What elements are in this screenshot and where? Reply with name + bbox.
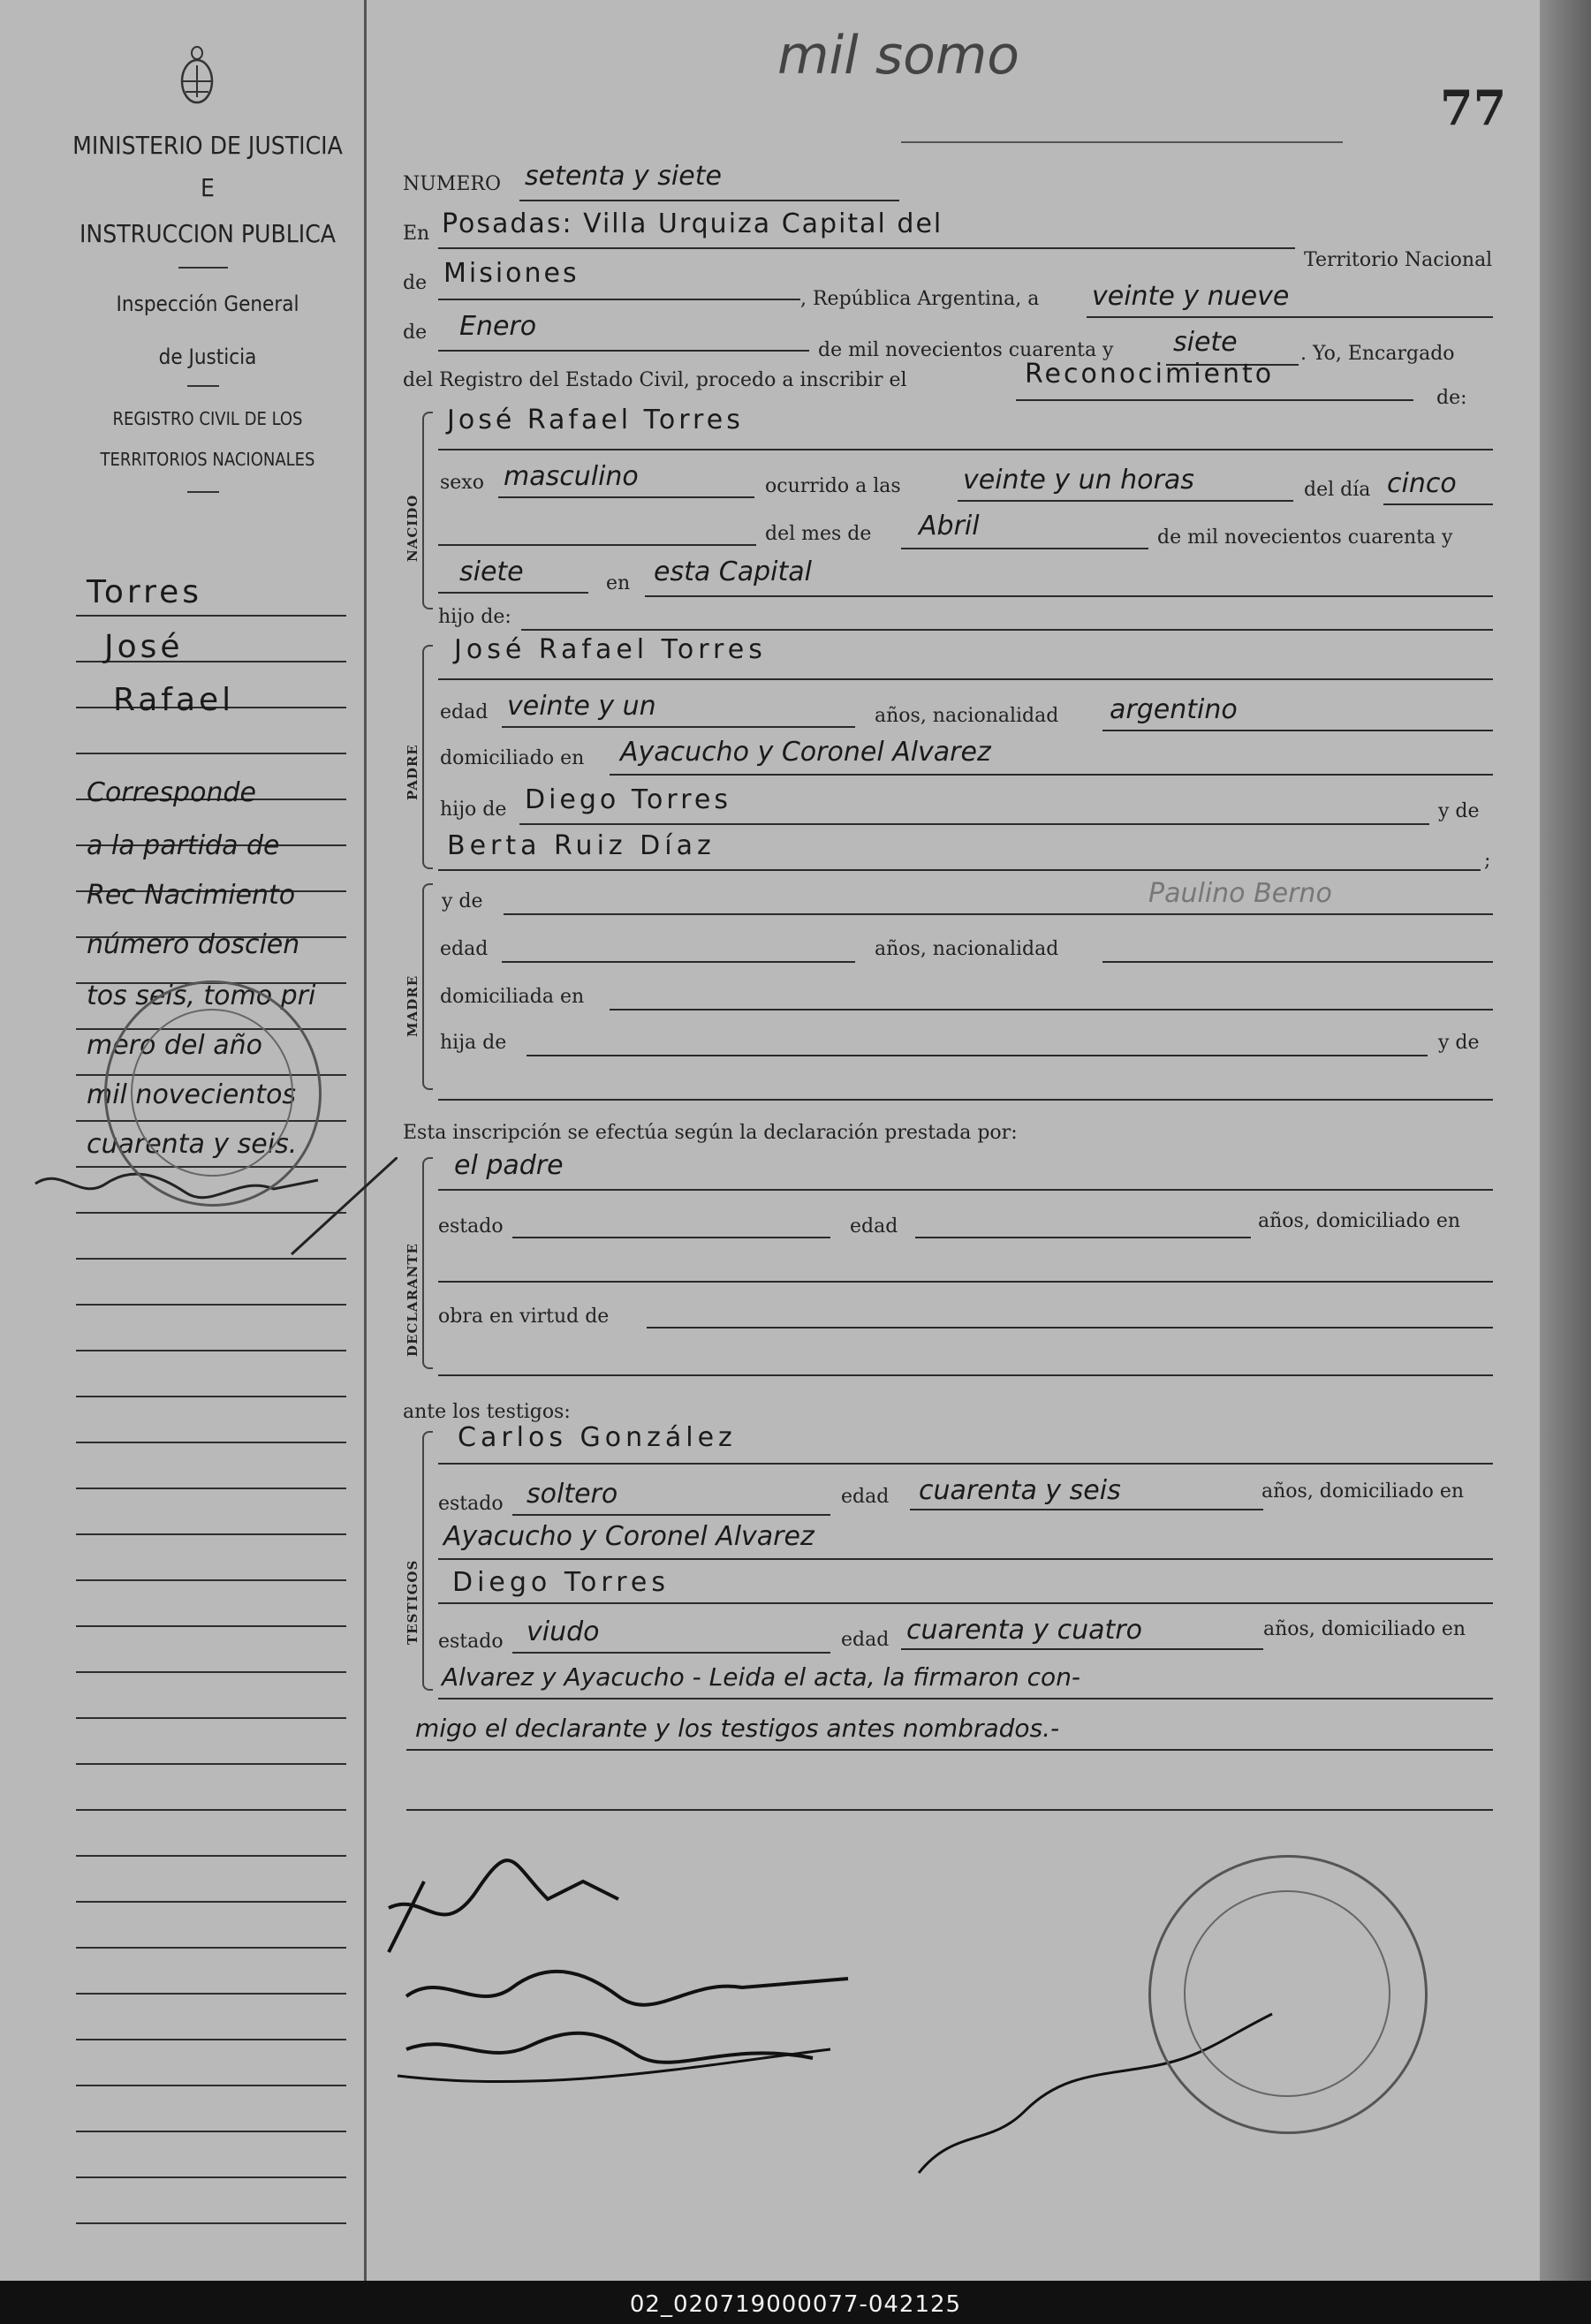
anio-label: de mil novecientos cuarenta y [1157, 526, 1453, 549]
madre-y-de-label: y de [442, 890, 483, 912]
testigo2-domicilio: Alvarez y Ayacucho - Leida el acta, la firmaron con- [442, 1662, 1081, 1692]
testigo2-edad-label: edad [841, 1629, 890, 1651]
madre-y-de-2-label: y de [1438, 1032, 1480, 1054]
testigo1-estado: soltero [527, 1479, 618, 1510]
top-rule [901, 141, 1343, 143]
form-line [610, 1009, 1493, 1011]
form-line [438, 1602, 1493, 1604]
place-value: Posadas: Villa Urquiza Capital del [442, 208, 943, 239]
margin-ruled-line [76, 2085, 346, 2086]
registry-label: del Registro del Estado Civil, procedo a inscribir el [403, 369, 907, 391]
padre-nacionalidad-value: argentino [1110, 694, 1238, 725]
territory-label: Territorio Nacional [1304, 249, 1493, 271]
en-label: En [403, 223, 430, 245]
declarante-brace [422, 1157, 433, 1369]
territory-value: Misiones [443, 258, 580, 289]
hora-value: veinte y un horas [963, 465, 1194, 496]
form-line [406, 1749, 1493, 1751]
form-line [512, 1652, 830, 1654]
witness-signatures [371, 1837, 919, 2120]
form-line [438, 544, 756, 546]
lugar-value: esta Capital [654, 556, 812, 587]
testigo2-dom-label: años, domiciliado en [1263, 1618, 1466, 1640]
testigo2-edad: cuarenta y cuatro [906, 1615, 1143, 1646]
madre-faint-note: Paulino Berno [1148, 878, 1332, 909]
margin-ruled-line [76, 1396, 346, 1397]
margin-ruled-line [76, 1855, 346, 1857]
padre-name: José Rafael Torres [454, 634, 767, 665]
de-colon-label: de: [1436, 387, 1467, 409]
padre-section-label: PADRE [405, 744, 420, 800]
testigo2-estado: viudo [527, 1616, 600, 1647]
declarante-obra-label: obra en virtud de [438, 1306, 610, 1328]
act-type: Reconocimiento [1025, 359, 1275, 390]
mes-label: del mes de [765, 523, 872, 545]
de-label-2: de [403, 322, 428, 344]
margin-ruled-line [76, 1763, 346, 1765]
margin-ruled-line [76, 1442, 346, 1443]
padre-domicilio-label: domiciliado en [440, 747, 585, 769]
margin-ruled-line [76, 1809, 346, 1811]
margin-seal-inner [131, 1009, 293, 1177]
form-line [645, 595, 1493, 597]
form-line [438, 592, 588, 594]
madre-brace [422, 883, 433, 1090]
form-line [498, 496, 754, 498]
nacido-section-label: NACIDO [405, 494, 420, 562]
closing-text: migo el declarante y los testigos antes nombrados.- [415, 1714, 1060, 1743]
form-line [958, 500, 1293, 502]
margin-ruled-line [76, 2039, 346, 2040]
day-value: veinte y nueve [1092, 281, 1290, 312]
padre-brace [422, 645, 433, 869]
form-line [438, 1189, 1493, 1191]
padre-y-de-label: y de [1438, 800, 1480, 822]
inspection-title: Inspección General [116, 291, 299, 316]
registry-subtitle: TERRITORIOS NACIONALES [100, 449, 315, 470]
form-line [438, 1698, 1493, 1699]
testigo1-name: Carlos González [458, 1422, 737, 1453]
ocurrido-label: ocurrido a las [765, 475, 901, 497]
form-line [504, 913, 1493, 915]
form-line [502, 961, 855, 963]
margin-ruled-line [76, 1304, 346, 1306]
dia-label: del día [1304, 479, 1371, 501]
form-line [910, 1509, 1263, 1510]
republic-label: , República Argentina, a [800, 288, 1040, 310]
form-line [406, 1809, 1493, 1811]
testigo1-dom-label: años, domiciliado en [1261, 1480, 1465, 1503]
testigo2-name: Diego Torres [452, 1567, 670, 1598]
year-value: siete [1173, 327, 1238, 358]
form-line [1087, 316, 1493, 318]
testigo1-edad-label: edad [841, 1486, 890, 1508]
margin-ruled-line [76, 1901, 346, 1903]
margin-ruled-line [76, 1993, 346, 1995]
form-line [901, 548, 1148, 549]
form-line [438, 449, 1493, 450]
month-value: Enero [459, 311, 537, 342]
testigo1-edad: cuarenta y seis [919, 1475, 1121, 1506]
form-line [438, 247, 1295, 249]
declarante-section-label: DECLARANTE [405, 1243, 420, 1357]
declarante-name: el padre [454, 1150, 564, 1181]
margin-ruled-line [76, 1671, 346, 1673]
coat-of-arms-icon [177, 44, 217, 111]
margin-ruled-line [76, 1947, 346, 1949]
de-label: de [403, 272, 428, 294]
form-line [438, 1374, 1493, 1376]
numero-label: NUMERO [403, 173, 501, 195]
form-line [438, 1281, 1493, 1283]
form-line [610, 774, 1493, 776]
madre-nacionalidad-label: años, nacionalidad [875, 938, 1059, 960]
dia-value: cinco [1387, 468, 1457, 499]
page-edge [1540, 0, 1591, 2281]
padre-edad-label: edad [440, 701, 489, 723]
form-line [1102, 961, 1493, 963]
madre-hija-label: hija de [440, 1032, 507, 1054]
sexo-value: masculino [504, 461, 639, 492]
ministry-conjunction: E [201, 173, 215, 202]
madre-section-label: MADRE [405, 974, 420, 1037]
margin-ruled-line [76, 1533, 346, 1535]
padre-semicolon: ; [1484, 850, 1491, 872]
testigo1-estado-label: estado [438, 1493, 504, 1515]
margin-note-line: a la partida de [87, 830, 280, 861]
form-line [512, 1237, 830, 1238]
ministry-subtitle: INSTRUCCION PUBLICA [79, 219, 337, 248]
testigos-brace [422, 1431, 433, 1691]
madre-edad-label: edad [440, 938, 489, 960]
form-line [647, 1327, 1493, 1329]
nacido-name: José Rafael Torres [447, 405, 744, 435]
form-line [915, 1237, 1251, 1238]
top-annotation: mil somo [777, 25, 1019, 87]
registry-title: REGISTRO CIVIL DE LOS [112, 408, 303, 429]
registry-seal-inner [1184, 1890, 1390, 2097]
officer-label: . Yo, Encargado [1300, 343, 1455, 365]
testigo2-estado-label: estado [438, 1631, 504, 1653]
padre-madre-value: Berta Ruiz Díaz [447, 830, 716, 861]
margin-note-line: tos seis, tomo pri [87, 980, 316, 1011]
margin-note-line: Rec Nacimiento [87, 880, 296, 911]
margin-ruled-line [76, 1625, 346, 1627]
form-line [1102, 730, 1493, 731]
margin-ruled-line [76, 2131, 346, 2132]
margin-ruled-line [76, 2176, 346, 2178]
padre-hijo-value: Diego Torres [525, 784, 731, 815]
madre-domicilio-label: domiciliada en [440, 986, 585, 1008]
form-line [527, 1055, 1428, 1056]
header-divider [187, 491, 219, 493]
sexo-label: sexo [440, 472, 484, 494]
testigos-section-label: TESTIGOS [405, 1559, 420, 1645]
en-label-2: en [606, 572, 631, 594]
margin-ruled-line [76, 1579, 346, 1581]
page-number: 77 [1440, 79, 1507, 136]
margin-first-name: José [104, 629, 184, 665]
form-line [519, 200, 899, 201]
testigos-intro: ante los testigos: [403, 1401, 571, 1423]
form-line [512, 1514, 830, 1516]
margin-note-line: mero del año [87, 1030, 263, 1061]
declarante-intro: Esta inscripción se efectúa según la declaración prestada por: [403, 1122, 1018, 1144]
margin-note-line: número doscien [87, 929, 300, 960]
padre-domicilio-value: Ayacucho y Coronel Alvarez [620, 737, 991, 768]
margin-note-line: mil novecientos [87, 1079, 297, 1110]
inspection-subtitle: de Justicia [158, 344, 257, 369]
header-divider [187, 385, 219, 387]
form-line [901, 1648, 1263, 1650]
margin-note-line: Corresponde [87, 777, 256, 808]
nacido-brace [422, 412, 433, 609]
declarante-edad-label: edad [850, 1215, 898, 1238]
margin-middle-name: Rafael [113, 682, 235, 718]
padre-nacionalidad-label: años, nacionalidad [875, 705, 1059, 727]
form-line [1016, 399, 1413, 401]
margin-ruled-line [76, 753, 346, 754]
margin-note-line: cuarenta y seis. [87, 1129, 298, 1160]
year-label: de mil novecientos cuarenta y [818, 339, 1114, 361]
document-id: 02_020719000077-042125 [629, 2291, 962, 2318]
form-line [438, 1558, 1493, 1560]
margin-divider [364, 0, 367, 2281]
margin-ruled-line [76, 1350, 346, 1351]
margin-ruled-line [76, 2222, 346, 2224]
form-line [438, 1463, 1493, 1465]
form-line [519, 823, 1429, 825]
margin-surname: Torres [87, 574, 202, 610]
anio-value: siete [459, 556, 524, 587]
form-line [438, 869, 1481, 871]
ministry-title: MINISTERIO DE JUSTICIA [72, 131, 343, 160]
form-line [1383, 503, 1493, 505]
form-line [502, 726, 855, 728]
margin-ruled-line [76, 1488, 346, 1489]
margin-ruled-line [76, 615, 346, 617]
form-line [438, 299, 800, 300]
padre-edad-value: veinte y un [507, 691, 656, 722]
form-line [438, 1099, 1493, 1101]
declarante-domicilio-label: años, domiciliado en [1258, 1210, 1461, 1232]
hijo-label: hijo de: [438, 606, 511, 628]
form-line [438, 678, 1493, 680]
testigo1-domicilio: Ayacucho y Coronel Alvarez [443, 1521, 814, 1552]
form-line [438, 350, 809, 352]
form-line [521, 629, 1493, 631]
margin-ruled-line [76, 1717, 346, 1719]
declarante-estado-label: estado [438, 1215, 504, 1238]
header-divider [178, 267, 228, 269]
numero-value: setenta y siete [525, 161, 722, 192]
padre-hijo-label: hijo de [440, 799, 507, 821]
mes-value: Abril [919, 511, 980, 541]
